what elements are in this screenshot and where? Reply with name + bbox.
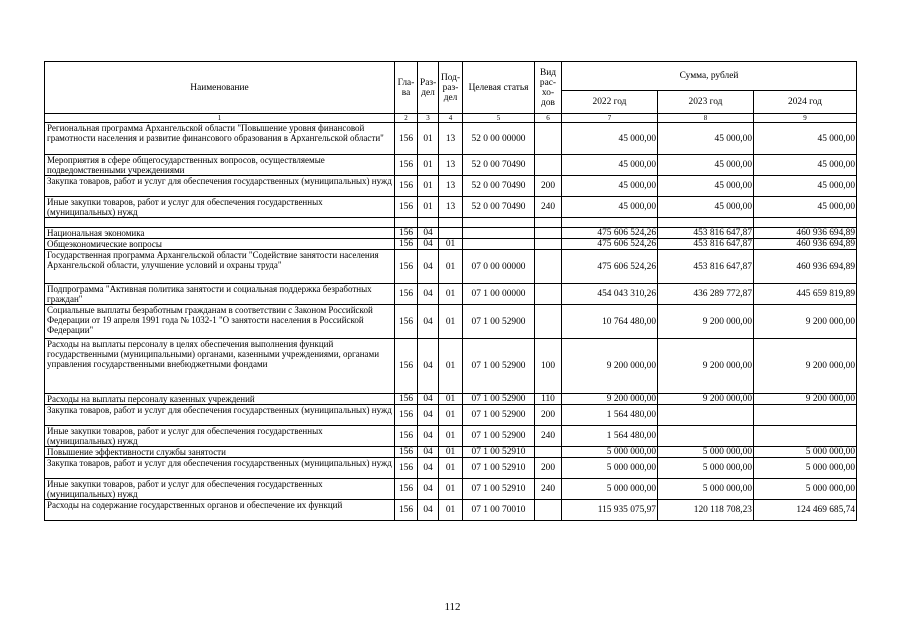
row-sum-2024 xyxy=(754,426,857,447)
row-razdel: 04 xyxy=(418,405,439,426)
row-sum-2024: 5 000 000,00 xyxy=(754,447,857,458)
row-glava: 156 xyxy=(395,155,418,176)
row-podrazdel: 01 xyxy=(439,305,463,339)
row-target: 07 1 00 52900 xyxy=(463,405,535,426)
row-glava: 156 xyxy=(395,500,418,521)
row-vid: 240 xyxy=(535,479,562,500)
row-glava: 156 xyxy=(395,426,418,447)
row-razdel xyxy=(418,218,439,228)
row-name: Повышение эффективности службы занятости xyxy=(45,447,395,458)
row-vid: 240 xyxy=(535,197,562,218)
row-sum-2024 xyxy=(754,405,857,426)
row-sum-2023: 45 000,00 xyxy=(658,197,754,218)
header-year-2024: 2024 год xyxy=(754,91,857,114)
row-podrazdel: 01 xyxy=(439,339,463,394)
row-podrazdel: 13 xyxy=(439,197,463,218)
page-number: 112 xyxy=(444,601,461,613)
row-sum-2022: 475 606 524,26 xyxy=(562,239,658,250)
row-glava: 156 xyxy=(395,284,418,305)
table-row xyxy=(45,155,857,176)
row-target: 52 0 00 70490 xyxy=(463,155,535,176)
table-row xyxy=(45,305,857,339)
row-vid: 200 xyxy=(535,458,562,479)
row-vid: 200 xyxy=(535,405,562,426)
table-row xyxy=(45,284,857,305)
row-name: Иные закупки товаров, работ и услуг для обеспечения государственных (муниципальных) нужд xyxy=(45,197,395,218)
row-sum-2022: 9 200 000,00 xyxy=(562,394,658,405)
row-glava: 156 xyxy=(395,447,418,458)
row-razdel: 04 xyxy=(418,239,439,250)
row-podrazdel: 01 xyxy=(439,447,463,458)
row-razdel: 04 xyxy=(418,339,439,394)
row-sum-2023: 436 289 772,87 xyxy=(658,284,754,305)
row-glava: 156 xyxy=(395,405,418,426)
row-name: Расходы на содержание государственных органов и обеспечение их функций xyxy=(45,500,395,521)
row-sum-2022: 475 606 524,26 xyxy=(562,228,658,239)
column-index: 4 xyxy=(439,114,463,123)
row-razdel: 01 xyxy=(418,176,439,197)
row-sum-2024: 45 000,00 xyxy=(754,197,857,218)
row-sum-2024: 45 000,00 xyxy=(754,176,857,197)
row-vid: 200 xyxy=(535,176,562,197)
row-sum-2024: 445 659 819,89 xyxy=(754,284,857,305)
table-row xyxy=(45,394,857,405)
column-index: 9 xyxy=(754,114,857,123)
row-glava: 156 xyxy=(395,305,418,339)
row-sum-2022: 10 764 480,00 xyxy=(562,305,658,339)
row-sum-2024: 124 469 685,74 xyxy=(754,500,857,521)
table-row xyxy=(45,228,857,239)
row-glava: 156 xyxy=(395,228,418,239)
row-name: Закупка товаров, работ и услуг для обеспечения государственных (муниципальных) нужд xyxy=(45,405,395,426)
row-sum-2024: 9 200 000,00 xyxy=(754,305,857,339)
row-razdel: 04 xyxy=(418,394,439,405)
row-razdel: 01 xyxy=(418,155,439,176)
row-name: Подпрограмма "Активная политика занятости и социальная поддержка безработных граждан" xyxy=(45,284,395,305)
table-row xyxy=(45,339,857,394)
header-target: Целевая статья xyxy=(463,62,535,114)
row-target: 07 1 00 52900 xyxy=(463,394,535,405)
row-sum-2024: 460 936 694,89 xyxy=(754,250,857,284)
row-name: Иные закупки товаров, работ и услуг для обеспечения государственных (муниципальных) нужд xyxy=(45,426,395,447)
header-glava: Гла-ва xyxy=(395,62,418,114)
header-vid: Вид рас-хо-дов xyxy=(535,62,562,114)
row-name: Закупка товаров, работ и услуг для обеспечения государственных (муниципальных) нужд xyxy=(45,176,395,197)
row-target: 07 1 00 52900 xyxy=(463,339,535,394)
table-row xyxy=(45,426,857,447)
header-sum: Сумма, рублей xyxy=(562,62,857,91)
row-sum-2023: 453 816 647,87 xyxy=(658,228,754,239)
row-glava: 156 xyxy=(395,239,418,250)
row-glava: 156 xyxy=(395,250,418,284)
column-index-row xyxy=(45,114,857,123)
row-razdel: 04 xyxy=(418,426,439,447)
row-podrazdel: 01 xyxy=(439,479,463,500)
row-razdel: 04 xyxy=(418,305,439,339)
row-name: Общеэкономические вопросы xyxy=(45,239,395,250)
row-podrazdel: 01 xyxy=(439,426,463,447)
column-index: 2 xyxy=(395,114,418,123)
row-name xyxy=(45,218,395,228)
row-sum-2023: 45 000,00 xyxy=(658,176,754,197)
row-podrazdel: 13 xyxy=(439,176,463,197)
row-sum-2022 xyxy=(562,218,658,228)
row-podrazdel: 01 xyxy=(439,239,463,250)
row-vid xyxy=(535,239,562,250)
row-podrazdel xyxy=(439,228,463,239)
row-podrazdel: 01 xyxy=(439,250,463,284)
table-body xyxy=(45,123,857,521)
table-row xyxy=(45,405,857,426)
row-sum-2022: 1 564 480,00 xyxy=(562,426,658,447)
table-row xyxy=(45,176,857,197)
row-sum-2024: 9 200 000,00 xyxy=(754,394,857,405)
row-name: Национальная экономика xyxy=(45,228,395,239)
row-vid xyxy=(535,500,562,521)
row-glava: 156 xyxy=(395,339,418,394)
column-index: 6 xyxy=(535,114,562,123)
row-name: Региональная программа Архангельской области "Повышение уровня финансовой грамотности населения и развитие финансового образования в Архангельской области" xyxy=(45,123,395,155)
row-sum-2023: 9 200 000,00 xyxy=(658,394,754,405)
row-glava: 156 xyxy=(395,123,418,155)
row-sum-2024: 5 000 000,00 xyxy=(754,479,857,500)
row-name: Мероприятия в сфере общегосударственных вопросов, осуществляемые подведомственными учреждениями xyxy=(45,155,395,176)
row-target: 07 1 00 52910 xyxy=(463,458,535,479)
header-year-2022: 2022 год xyxy=(562,91,658,114)
row-sum-2022: 5 000 000,00 xyxy=(562,479,658,500)
table-row xyxy=(45,197,857,218)
table-row xyxy=(45,447,857,458)
row-sum-2023 xyxy=(658,218,754,228)
row-glava: 156 xyxy=(395,394,418,405)
row-vid xyxy=(535,250,562,284)
row-name: Расходы на выплаты персоналу в целях обеспечения выполнения функций государственными (муниципальными) органами, казенными учреждениями, органами управления государственными внебюджетными фондами xyxy=(45,339,395,394)
table-row xyxy=(45,218,857,228)
row-podrazdel: 01 xyxy=(439,394,463,405)
row-sum-2024: 5 000 000,00 xyxy=(754,458,857,479)
row-podrazdel: 01 xyxy=(439,500,463,521)
row-sum-2023: 9 200 000,00 xyxy=(658,339,754,394)
row-sum-2022: 9 200 000,00 xyxy=(562,339,658,394)
row-sum-2023: 453 816 647,87 xyxy=(658,239,754,250)
table-row xyxy=(45,123,857,155)
row-sum-2024: 45 000,00 xyxy=(754,123,857,155)
row-sum-2023: 5 000 000,00 xyxy=(658,447,754,458)
row-razdel: 04 xyxy=(418,284,439,305)
header-razdel: Раз-дел xyxy=(418,62,439,114)
row-vid xyxy=(535,447,562,458)
row-sum-2023: 45 000,00 xyxy=(658,155,754,176)
row-sum-2022: 45 000,00 xyxy=(562,176,658,197)
row-name: Закупка товаров, работ и услуг для обеспечения государственных (муниципальных) нужд xyxy=(45,458,395,479)
row-razdel: 04 xyxy=(418,500,439,521)
column-index: 5 xyxy=(463,114,535,123)
header-podrazdel: Под-раз-дел xyxy=(439,62,463,114)
row-sum-2023 xyxy=(658,426,754,447)
row-glava: 156 xyxy=(395,197,418,218)
row-razdel: 01 xyxy=(418,197,439,218)
row-sum-2022: 5 000 000,00 xyxy=(562,447,658,458)
row-sum-2024 xyxy=(754,218,857,228)
row-target: 07 1 00 52900 xyxy=(463,305,535,339)
row-sum-2022: 475 606 524,26 xyxy=(562,250,658,284)
row-target: 07 1 00 52910 xyxy=(463,479,535,500)
row-glava: 156 xyxy=(395,458,418,479)
row-sum-2024: 460 936 694,89 xyxy=(754,239,857,250)
row-razdel: 04 xyxy=(418,447,439,458)
row-sum-2023: 45 000,00 xyxy=(658,123,754,155)
row-name: Расходы на выплаты персоналу казенных учреждений xyxy=(45,394,395,405)
row-sum-2022: 45 000,00 xyxy=(562,155,658,176)
column-index: 3 xyxy=(418,114,439,123)
row-glava xyxy=(395,218,418,228)
row-target: 52 0 00 00000 xyxy=(463,123,535,155)
row-vid: 100 xyxy=(535,339,562,394)
row-vid xyxy=(535,123,562,155)
row-vid: 110 xyxy=(535,394,562,405)
row-sum-2023: 120 118 708,23 xyxy=(658,500,754,521)
row-target xyxy=(463,239,535,250)
header-name: Наименование xyxy=(45,62,395,114)
table-row xyxy=(45,250,857,284)
row-vid xyxy=(535,218,562,228)
row-razdel: 01 xyxy=(418,123,439,155)
column-index: 7 xyxy=(562,114,658,123)
row-sum-2022: 45 000,00 xyxy=(562,197,658,218)
row-name: Государственная программа Архангельской области "Содействие занятости населения Архангельской области, улучшение условий и охраны труда" xyxy=(45,250,395,284)
row-sum-2024: 45 000,00 xyxy=(754,155,857,176)
row-sum-2023: 9 200 000,00 xyxy=(658,305,754,339)
row-target: 07 1 00 70010 xyxy=(463,500,535,521)
table-row xyxy=(45,479,857,500)
row-sum-2022: 1 564 480,00 xyxy=(562,405,658,426)
row-sum-2022: 454 043 310,26 xyxy=(562,284,658,305)
row-target: 07 0 00 00000 xyxy=(463,250,535,284)
row-sum-2024: 460 936 694,89 xyxy=(754,228,857,239)
row-name: Социальные выплаты безработным гражданам в соответствии с Законом Российской Федерации от 19 апреля 1991 года № 1032-1 "О занятости населения в Российской Федерации" xyxy=(45,305,395,339)
row-sum-2022: 115 935 075,97 xyxy=(562,500,658,521)
table-row xyxy=(45,458,857,479)
row-vid xyxy=(535,305,562,339)
row-glava: 156 xyxy=(395,176,418,197)
row-podrazdel: 13 xyxy=(439,155,463,176)
row-target: 07 1 00 00000 xyxy=(463,284,535,305)
row-target: 07 1 00 52910 xyxy=(463,447,535,458)
row-vid: 240 xyxy=(535,426,562,447)
table-row xyxy=(45,239,857,250)
row-sum-2023: 5 000 000,00 xyxy=(658,479,754,500)
row-target xyxy=(463,228,535,239)
column-index: 1 xyxy=(45,114,395,123)
header-year-2023: 2023 год xyxy=(658,91,754,114)
row-podrazdel: 01 xyxy=(439,458,463,479)
row-sum-2024: 9 200 000,00 xyxy=(754,339,857,394)
row-sum-2023: 5 000 000,00 xyxy=(658,458,754,479)
row-sum-2022: 5 000 000,00 xyxy=(562,458,658,479)
row-podrazdel: 01 xyxy=(439,284,463,305)
row-razdel: 04 xyxy=(418,479,439,500)
row-glava: 156 xyxy=(395,479,418,500)
row-podrazdel xyxy=(439,218,463,228)
row-razdel: 04 xyxy=(418,228,439,239)
table-row xyxy=(45,500,857,521)
row-sum-2022: 45 000,00 xyxy=(562,123,658,155)
row-sum-2023 xyxy=(658,405,754,426)
row-target xyxy=(463,218,535,228)
row-name: Иные закупки товаров, работ и услуг для обеспечения государственных (муниципальных) нужд xyxy=(45,479,395,500)
row-target: 07 1 00 52900 xyxy=(463,426,535,447)
row-target: 52 0 00 70490 xyxy=(463,197,535,218)
row-podrazdel: 01 xyxy=(439,405,463,426)
row-target: 52 0 00 70490 xyxy=(463,176,535,197)
row-vid xyxy=(535,228,562,239)
row-vid xyxy=(535,155,562,176)
row-razdel: 04 xyxy=(418,458,439,479)
column-index: 8 xyxy=(658,114,754,123)
row-vid xyxy=(535,284,562,305)
row-sum-2023: 453 816 647,87 xyxy=(658,250,754,284)
row-razdel: 04 xyxy=(418,250,439,284)
row-podrazdel: 13 xyxy=(439,123,463,155)
budget-table xyxy=(44,61,857,521)
